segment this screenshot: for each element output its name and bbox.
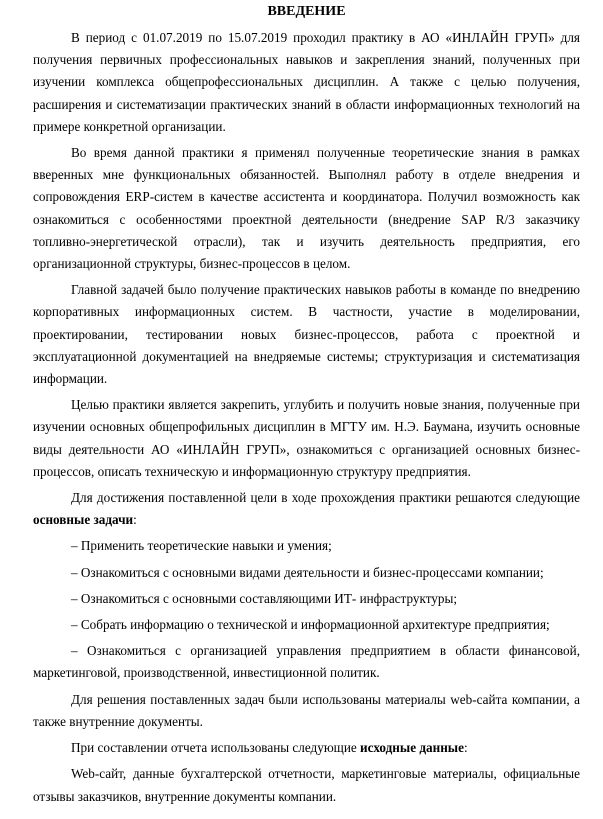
task-list-item: – Ознакомиться с организацией управления предприятием в области финансовой, маркетинговой, производственной, инвестиционной политик.: [33, 643, 580, 681]
task-list-item: – Ознакомиться с основными составляющими ИТ- инфраструктуры;: [71, 590, 457, 606]
tasks-intro-text: Для достижения поставленной цели в ходе прохождения практики решаются следующие: [71, 490, 580, 506]
tasks-intro-paragraph: [33, 487, 580, 531]
goal-paragraph: Целью практики является закрепить, углубить и получить новые знания, полученные при изучении основных общепрофильных дисциплин в МГТУ им. Н.Э. Баумана, изучить основные виды деятельности АО «ИНЛАЙН ГРУП», ознакомиться с организацией основных бизнес-процессов, описать техническую и информационную структуру предприятия.: [33, 397, 580, 479]
materials-paragraph: Для решения поставленных задач были использованы материалы web-сайта компании, а также внутренние документы.: [33, 691, 580, 729]
source-data-intro-bold: исходные данные: [360, 740, 464, 756]
practice-paragraph: Во время данной практики я применял полученные теоретические знания в рамках вверенных мне функциональных обязанностей. Выполнял работу в отделе внедрения и сопровождения ERP-систем в качестве ассистента и координатора. Получил возможность как ознакомиться с особенностями проектной деятельности (внедрение SAP R/3 заказчику топливно-энергетической отрасли), так и изучить деятельность предприятия, его организационной структуры, бизнес-процессов в целом.: [33, 145, 580, 272]
task-list-item: – Применить теоретические навыки и умения;: [71, 538, 332, 554]
tasks-intro-suffix: :: [133, 512, 137, 528]
source-data-paragraph: Web-сайт, данные бухгалтерской отчетности, маркетинговые материалы, официальные отзывы заказчиков, внутренние документы компании.: [33, 766, 580, 804]
source-data-intro-paragraph: [33, 737, 580, 759]
intro-paragraph: В период с 01.07.2019 по 15.07.2019 проходил практику в АО «ИНЛАЙН ГРУП» для получения первичных профессиональных навыков и закрепления знаний, полученных при изучении комплекса общепрофессиональных дисциплин. А также с целью получения, расширения и систематизации практических знаний в области информационных технологий на примере конкретной организации.: [33, 30, 580, 134]
task-list-item: – Ознакомиться с основными видами деятельности и бизнес-процессами компании;: [71, 564, 544, 580]
tasks-intro-bold: основные задачи: [33, 512, 134, 528]
page-title: ВВЕДЕНИЕ: [267, 4, 346, 19]
source-data-intro-text: При составлении отчета использованы следующие: [71, 740, 361, 756]
task-list-item: – Собрать информацию о технической и информационной архитектуре предприятия;: [71, 617, 550, 633]
source-data-intro-suffix: :: [463, 740, 468, 756]
main-task-paragraph: Главной задачей было получение практических навыков работы в команде по внедрению корпоративных информационных систем. В частности, участие в моделировании, проектировании, тестировании новых бизнес-процессов, работа с проектной и эксплуатационной документацией на внедряемые системы; структуризация и систематизация информации.: [33, 282, 580, 387]
